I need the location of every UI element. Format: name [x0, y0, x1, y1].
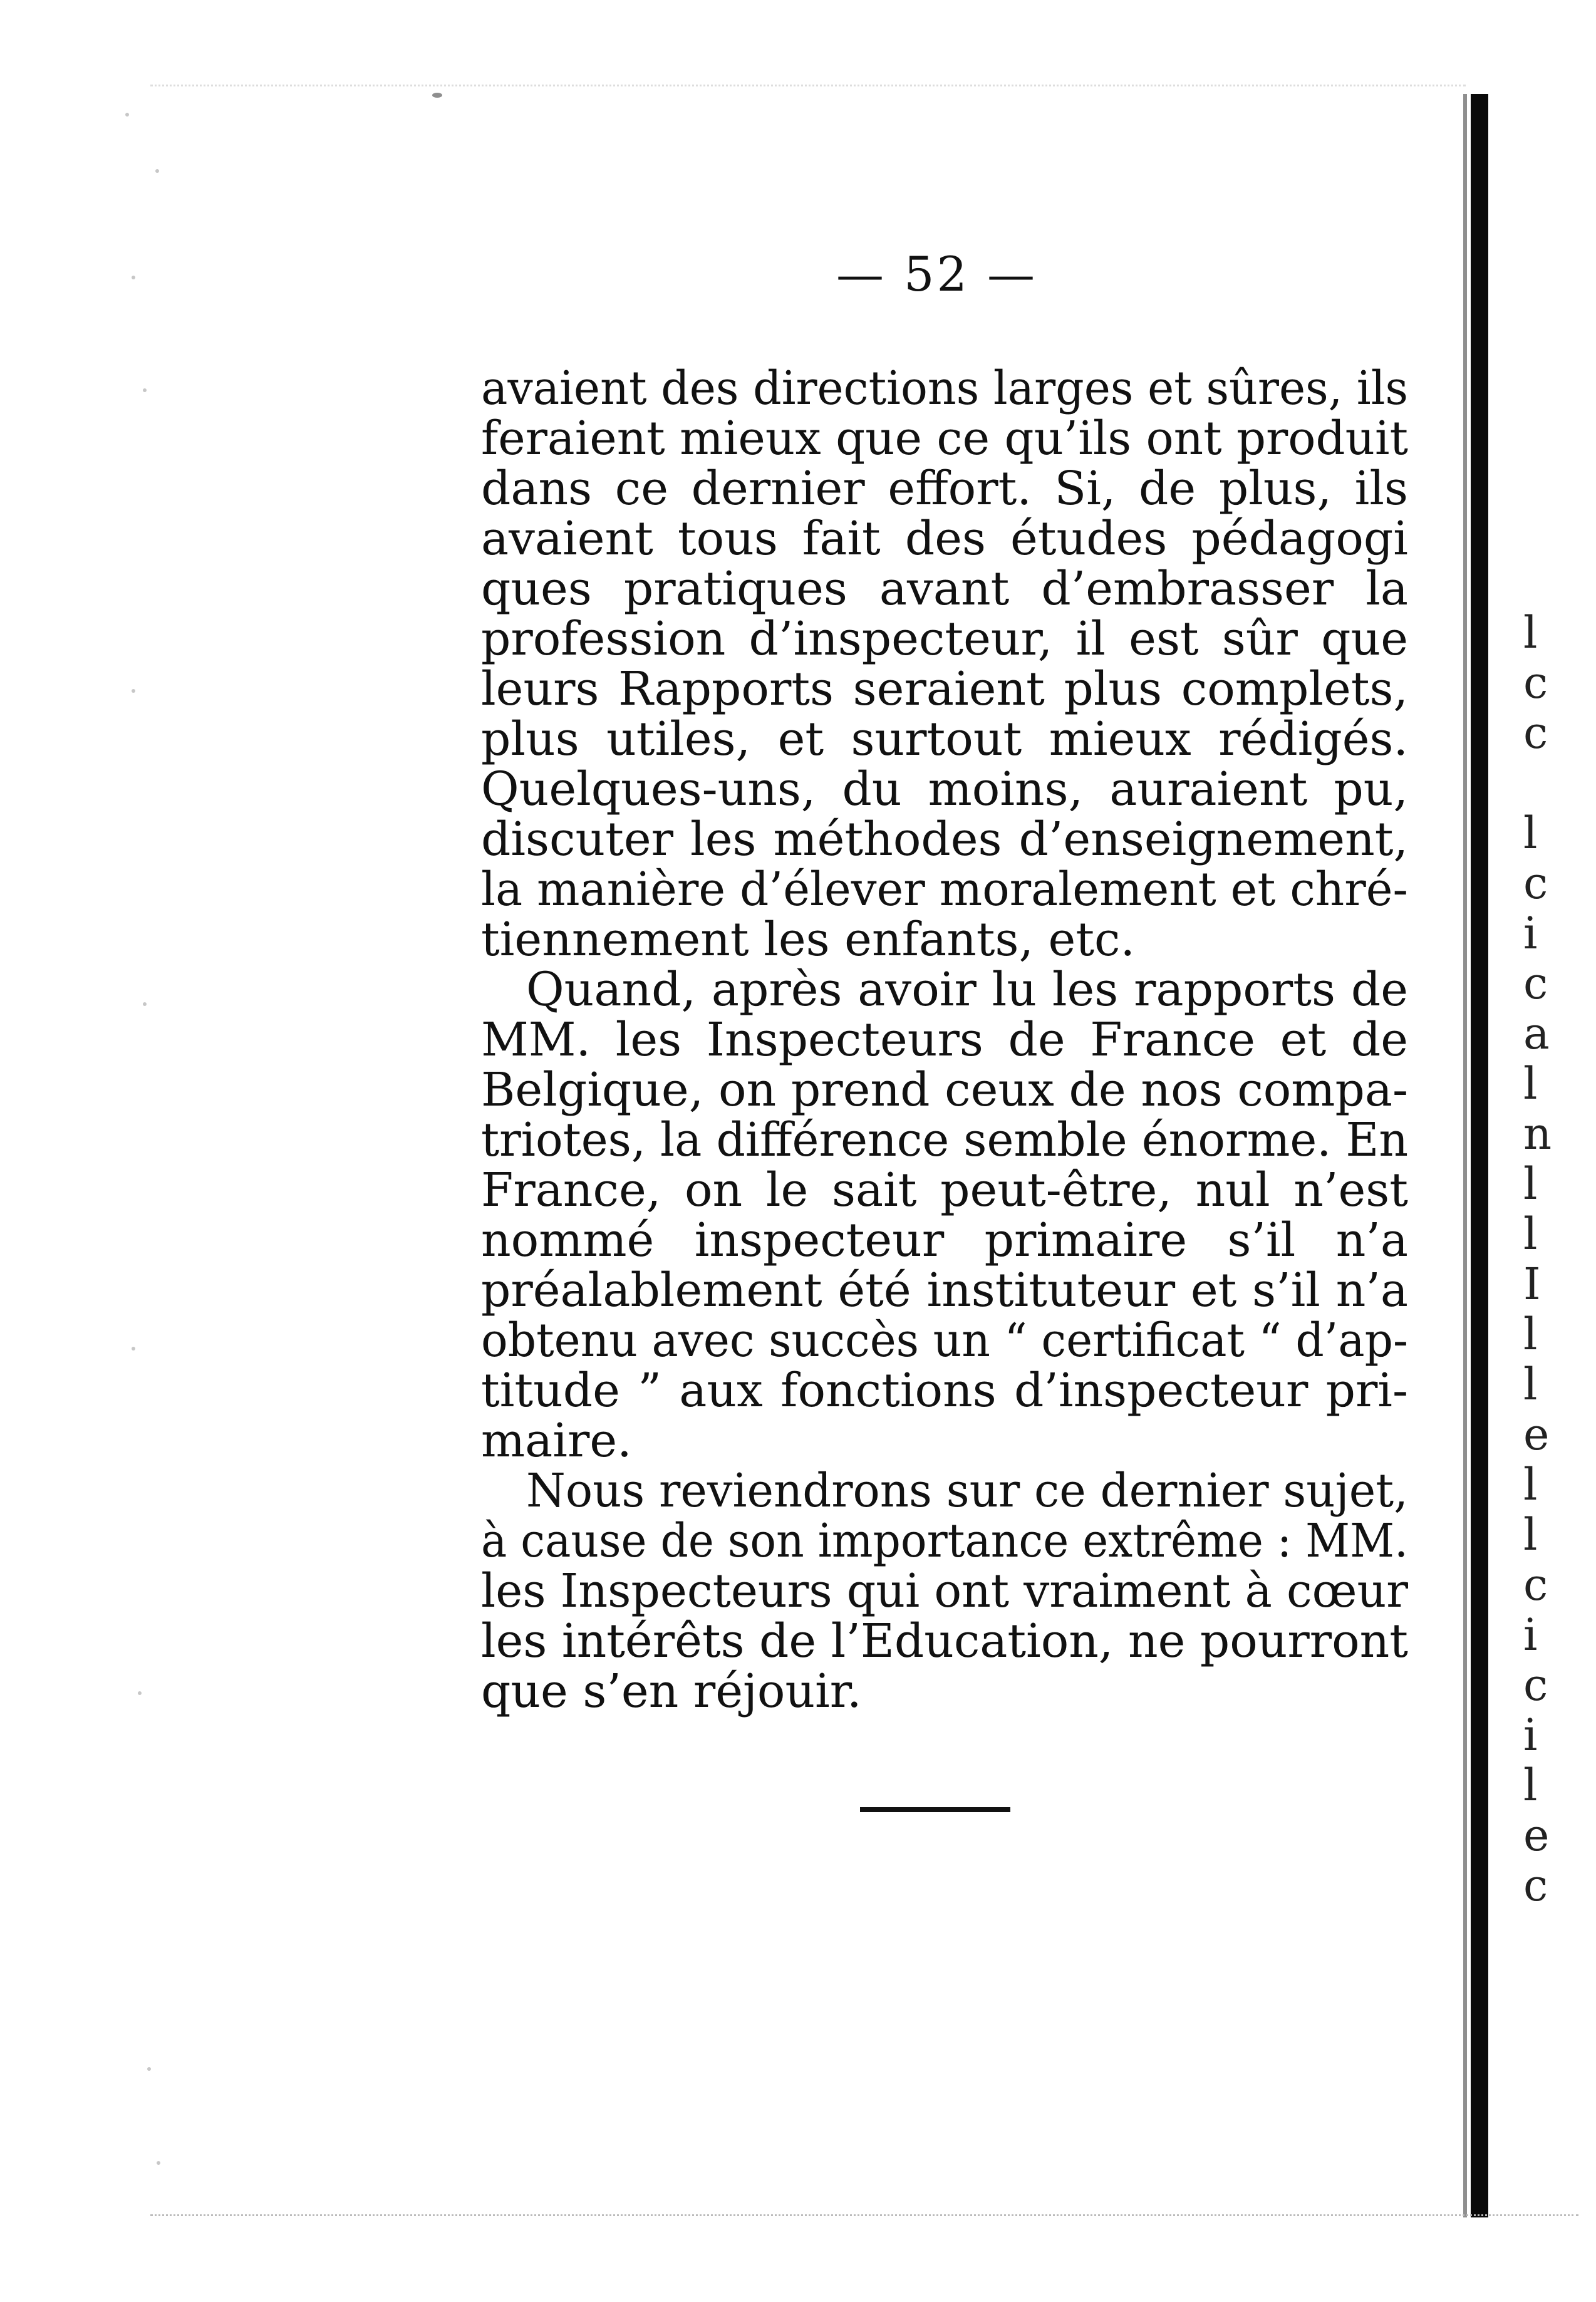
scan-speck — [147, 2067, 151, 2071]
text-line: obtenu avec succès un “ certificat “ d’ap- — [481, 1314, 1409, 1367]
end-rule — [860, 1807, 1010, 1812]
adjacent-page-glyph: l — [1523, 1509, 1538, 1560]
adjacent-page-glyph: l — [1523, 1359, 1538, 1410]
text-line: avaient des directions larges et sûres, ils — [481, 361, 1409, 415]
adjacent-page-glyph: l — [1523, 807, 1538, 859]
page-number: — 52 — — [836, 246, 1038, 302]
scan-speck — [432, 93, 442, 98]
text-line: ques pratiques avant d’embrasser la — [481, 562, 1409, 616]
body-text — [481, 363, 1408, 1716]
text-line: Nous reviendrons sur ce dernier sujet, — [526, 1464, 1408, 1518]
page-bottom-edge — [150, 2214, 1578, 2218]
adjacent-page-glyph: l — [1523, 1309, 1538, 1360]
text-line: titude ” aux fonctions d’inspecteur pri- — [481, 1364, 1408, 1418]
scan-speck — [138, 1691, 142, 1695]
text-line: nommé inspecteur primaire s’il n’a — [481, 1213, 1409, 1267]
scan-speck — [132, 276, 135, 279]
scan-speck — [143, 1002, 147, 1006]
text-line: leurs Rapports seraient plus complets, — [481, 662, 1409, 716]
text-line: France, on le sait peut-être, nul n’est — [481, 1163, 1408, 1217]
adjacent-page-edge — [1523, 608, 1592, 1911]
adjacent-page-glyph: c — [1523, 657, 1548, 708]
adjacent-page-glyph: l — [1523, 1760, 1538, 1811]
text-line: à cause de son importance extrême : MM. — [481, 1514, 1409, 1568]
binding-spine — [1471, 94, 1488, 2217]
text-line: avaient tous fait des études pédagogi — [481, 512, 1408, 566]
adjacent-page-glyph: c — [1523, 958, 1548, 1009]
adjacent-page-glyph: i — [1523, 908, 1538, 959]
adjacent-page-glyph: i — [1523, 1609, 1538, 1661]
text-line: discuter les méthodes d’enseignement, — [481, 812, 1408, 866]
adjacent-page-glyph: l — [1523, 1208, 1538, 1260]
adjacent-page-glyph: e — [1523, 1810, 1550, 1861]
text-line: plus utiles, et surtout mieux rédigés. — [481, 712, 1409, 766]
text-line: les intérêts de l’Education, ne pourront — [481, 1614, 1409, 1668]
text-line: Quelques-uns, du moins, auraient pu, — [481, 762, 1408, 816]
binding-shadow — [1463, 94, 1467, 2217]
adjacent-page-glyph: c — [1523, 858, 1548, 909]
adjacent-page-glyph: a — [1523, 1008, 1550, 1059]
adjacent-page-glyph: i — [1523, 1709, 1538, 1761]
text-line: MM. les Inspecteurs de France et de — [481, 1013, 1409, 1067]
text-line: feraient mieux que ce qu’ils ont produit — [481, 412, 1409, 465]
adjacent-page-glyph: l — [1523, 1158, 1538, 1210]
adjacent-page-glyph: l — [1523, 1459, 1538, 1510]
scan-speck — [132, 689, 135, 693]
page-top-edge — [150, 85, 1466, 88]
text-line: préalablement été instituteur et s’il n’a — [481, 1263, 1408, 1317]
text-line: Quand, après avoir lu les rapports de — [526, 963, 1408, 1017]
text-line: que s’en réjouir. — [481, 1664, 862, 1718]
text-line: Belgique, on prend ceux de nos compa- — [481, 1063, 1408, 1117]
adjacent-page-glyph: n — [1523, 1108, 1552, 1159]
adjacent-page-glyph — [1523, 758, 1592, 808]
text-line: maire. — [481, 1414, 632, 1468]
scan-speck — [155, 169, 159, 173]
text-line: dans ce dernier effort. Si, de plus, ils — [481, 462, 1408, 516]
adjacent-page-glyph: I — [1523, 1258, 1541, 1310]
adjacent-page-glyph: c — [1523, 1659, 1548, 1711]
text-line: tiennement les enfants, etc. — [481, 913, 1136, 967]
text-line: les Inspecteurs qui ont vraiment à cœur — [481, 1564, 1409, 1618]
scan-speck — [157, 2161, 160, 2165]
adjacent-page-glyph: c — [1523, 1860, 1548, 1911]
scan-speck — [143, 388, 147, 392]
adjacent-page-glyph: l — [1523, 1058, 1538, 1109]
adjacent-page-glyph: c — [1523, 1559, 1548, 1610]
scan-speck — [132, 1347, 135, 1351]
text-line: triotes, la différence semble énorme. En — [481, 1113, 1409, 1167]
text-line: la manière d’élever moralement et chré- — [481, 863, 1408, 916]
adjacent-page-glyph: e — [1523, 1409, 1550, 1460]
adjacent-page-glyph: l — [1523, 607, 1538, 658]
text-line: profession d’inspecteur, il est sûr que — [481, 612, 1408, 666]
scan-speck — [125, 113, 129, 117]
adjacent-page-glyph: c — [1523, 707, 1548, 759]
